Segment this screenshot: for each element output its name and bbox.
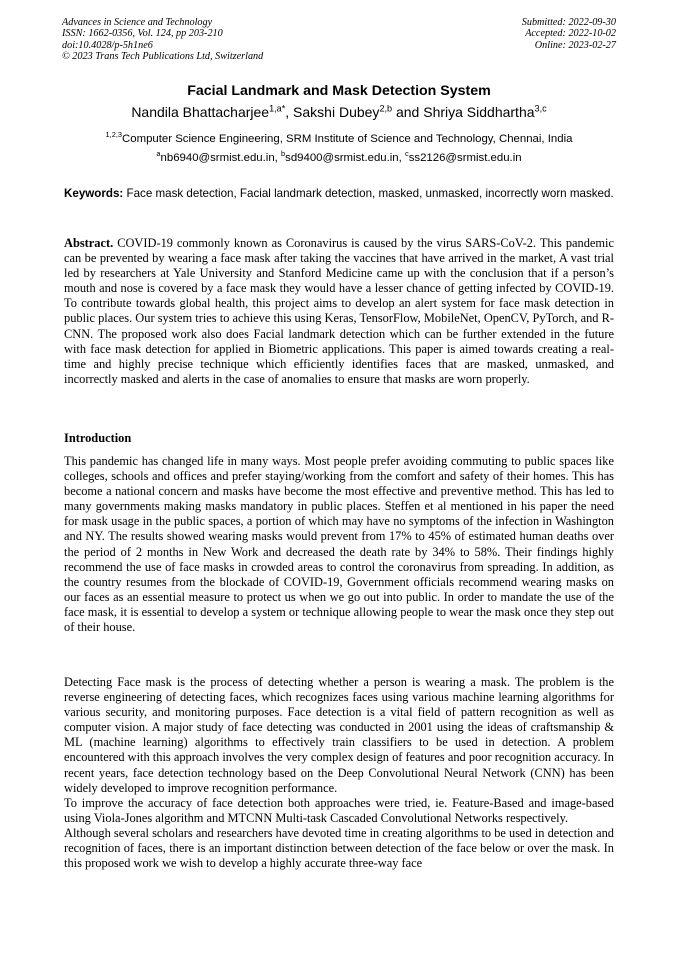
journal-header-right — [522, 17, 616, 51]
author-sup: 3,c — [534, 103, 547, 114]
journal-name: Advances in Science and Technology — [62, 17, 213, 28]
affiliation — [0, 130, 678, 145]
author-name: Sakshi Dubey — [293, 104, 380, 120]
submitted-date: Submitted: 2022-09-30 — [521, 17, 616, 28]
abstract-text: COVID-19 commonly known as Coronavirus is caused by the virus SARS-CoV-2. This pandemic can be prevented by wearing a face mask after taking the vaccines that have arrived in the market, A vast trial led by researchers at Yale University and Stanford Medicine came up with the conclusion that if a person’s mouth and nose is covered by a face mask they would have a lesser chance of getting infected by COVID-19. To contribute towards global health, this project aims to develop an alert system for face mask detection in public places. Our system tries to achieve this using Keras, TensorFlow, MobileNet, OpenCV, PyTorch, and R-CNN. The proposed work also does Facial landmark detection which can be further extended in the future with face mask detection for applied in Biometric applications. This paper is aimed towards creating a real-time and highly precise technique which efficiently identifies faces that are masked, unmasked, and incorrectly masked and alerts in the case of anomalies to ensure that masks are worn properly. — [64, 236, 614, 386]
author-name: Shriya Siddhartha — [423, 104, 535, 120]
email-separator: , — [398, 152, 402, 164]
email-address[interactable]: ss2126@srmist.edu.in — [408, 152, 522, 164]
keywords-label: Keywords: — [64, 187, 124, 200]
journal-doi: doi:10.4028/p-5h1ne6 — [62, 39, 153, 51]
author-separator: and — [395, 104, 420, 120]
abstract-label: Abstract. — [64, 236, 114, 250]
journal-copyright: © 2023 Trans Tech Publications Ltd, Switzerland — [62, 51, 264, 63]
affiliation-sup: 1,2,3 — [105, 130, 123, 140]
body-paragraph: This pandemic has changed life in many ways. Most people prefer avoiding commuting to public spaces like colleges, schools and offices and prefer staying/working from the comfort and safety of their homes. This has become a national concern and masks have become the most effective and preventive method. This has led to many governments making masks mandatory in public places. Steffen et al mentioned in his paper the need for mask usage in the public spaces, a portion of which may have no symptoms of the infection in Washington and NY. The results showed wearing masks would prevent from 17% to 45% of estimated human deaths over the period of 2 months in New Work and decreased the death rate by 34% to 58%. Their findings highly recommend the use of face masks in crowded areas to control the coronavirus from spreading. In addition, as the country resumes from the blockade of COVID-19, Government officials recommend wearing masks on our faces as an essential measure to protect us when we go out into public. In order to mandate the use of the face mask, it is essential to develop a system or technique allowing people to wear the mask once they step out of their house. — [64, 454, 614, 635]
email-sup: c — [405, 149, 409, 159]
email-separator: , — [274, 152, 278, 164]
abstract-section — [64, 236, 614, 387]
email-sup: a — [156, 149, 161, 159]
body-paragraph: To improve the accuracy of face detection both approaches were tried, ie. Feature-Based and image-based using Viola-Jones algorithm and MTCNN Multi-task Cascaded Convolutional Networks respectively. — [64, 795, 614, 825]
author-list — [0, 104, 678, 120]
body-paragraph: Although several scholars and researchers have devoted time in creating algorithms to be used in detection and recognition of faces, there is an important distinction between detection of the face below or over the mask. In this proposed work we wish to develop a highly accurate three-way face — [64, 825, 614, 871]
email-address[interactable]: nb6940@srmist.edu.in — [160, 152, 275, 164]
journal-header-left — [62, 17, 263, 63]
author-sup: 1,a* — [269, 103, 286, 114]
author-sup: 2,b — [379, 103, 393, 114]
affiliation-text: Computer Science Engineering, SRM Institute of Science and Technology, Chennai, India — [122, 133, 573, 145]
email-list — [0, 149, 678, 164]
accepted-date: Accepted: 2022-10-02 — [525, 28, 616, 40]
journal-issn: ISSN: 1662-0356, Vol. 124, pp 203-210 — [62, 28, 223, 40]
introduction-block-1 — [64, 454, 614, 635]
paper-title: Facial Landmark and Mask Detection System — [187, 83, 491, 99]
email-address[interactable]: sd9400@srmist.edu.in — [285, 152, 399, 164]
email-sup: b — [281, 149, 286, 159]
introduction-block-2 — [64, 675, 614, 871]
introduction-heading: Introduction — [64, 431, 132, 445]
keywords-text: Face mask detection, Facial landmark detection, masked, unmasked, incorrectly worn masked. — [126, 187, 614, 200]
body-paragraph: Detecting Face mask is the process of detecting whether a person is wearing a mask. The problem is the reverse engineering of detecting faces, which recognizes faces using various machine learning algorithms for various security, and monitoring purposes. Face detection is a vital field of pattern recognition as well as computer vision. A major study of face detecting was conducted in 2001 using the ideas of craftsmanship & ML (machine learning) algorithms to effectively train classifiers to be used in detection. A problem encountered with this approach involves the very complex design of features and poor recognition accuracy. In recent years, face detection technology based on the Deep Convolutional Neural Network (CNN) has been widely developed to improve recognition performance. — [64, 675, 614, 795]
author-name: Nandila Bhattacharjee — [131, 104, 270, 120]
author-separator: , — [285, 104, 290, 120]
keywords-section — [64, 187, 615, 201]
online-date: Online: 2023-02-27 — [534, 39, 616, 51]
